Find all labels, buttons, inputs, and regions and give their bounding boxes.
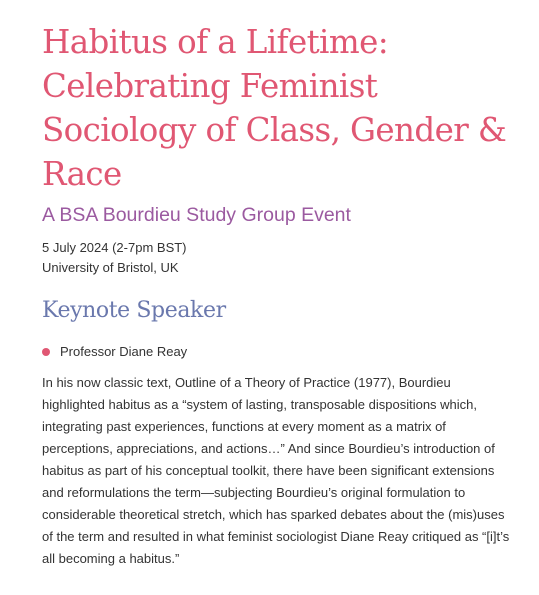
event-subtitle: A BSA Bourdieu Study Group Event bbox=[42, 204, 351, 226]
event-location: University of Bristol, UK bbox=[42, 260, 179, 275]
event-details bbox=[42, 238, 512, 278]
keynote-heading: Keynote Speaker bbox=[42, 298, 226, 323]
event-page bbox=[42, 20, 512, 570]
bullet-icon bbox=[42, 348, 50, 356]
event-title: Habitus of a Lifetime: Celebrating Feminist Sociology of Class, Gender & Race bbox=[42, 23, 507, 193]
speaker-name: Professor Diane Reay bbox=[60, 344, 188, 359]
event-date: 5 July 2024 (2-7pm BST) bbox=[42, 240, 187, 255]
event-description: In his now classic text, Outline of a Theory of Practice (1977), Bourdieu highlighted habitus as a “system of lasting, transposable dispositions which, integrating past experiences, functions at every moment as a matrix of perceptions, appreciations, and actions…” And since Bourdieu’s introduction of habitus as part of his conceptual toolkit, there have been significant extensions and reformulations the term—subjecting Bourdieu’s original formulation to considerable theoretical stretch, which has sparked debates about the (mis)uses of the term and resulted in what feminist sociologist Diane Reay critiqued as “[i]t’s all becoming a habitus.” bbox=[42, 375, 510, 566]
speaker-list bbox=[42, 342, 512, 362]
speaker-item bbox=[42, 342, 512, 362]
